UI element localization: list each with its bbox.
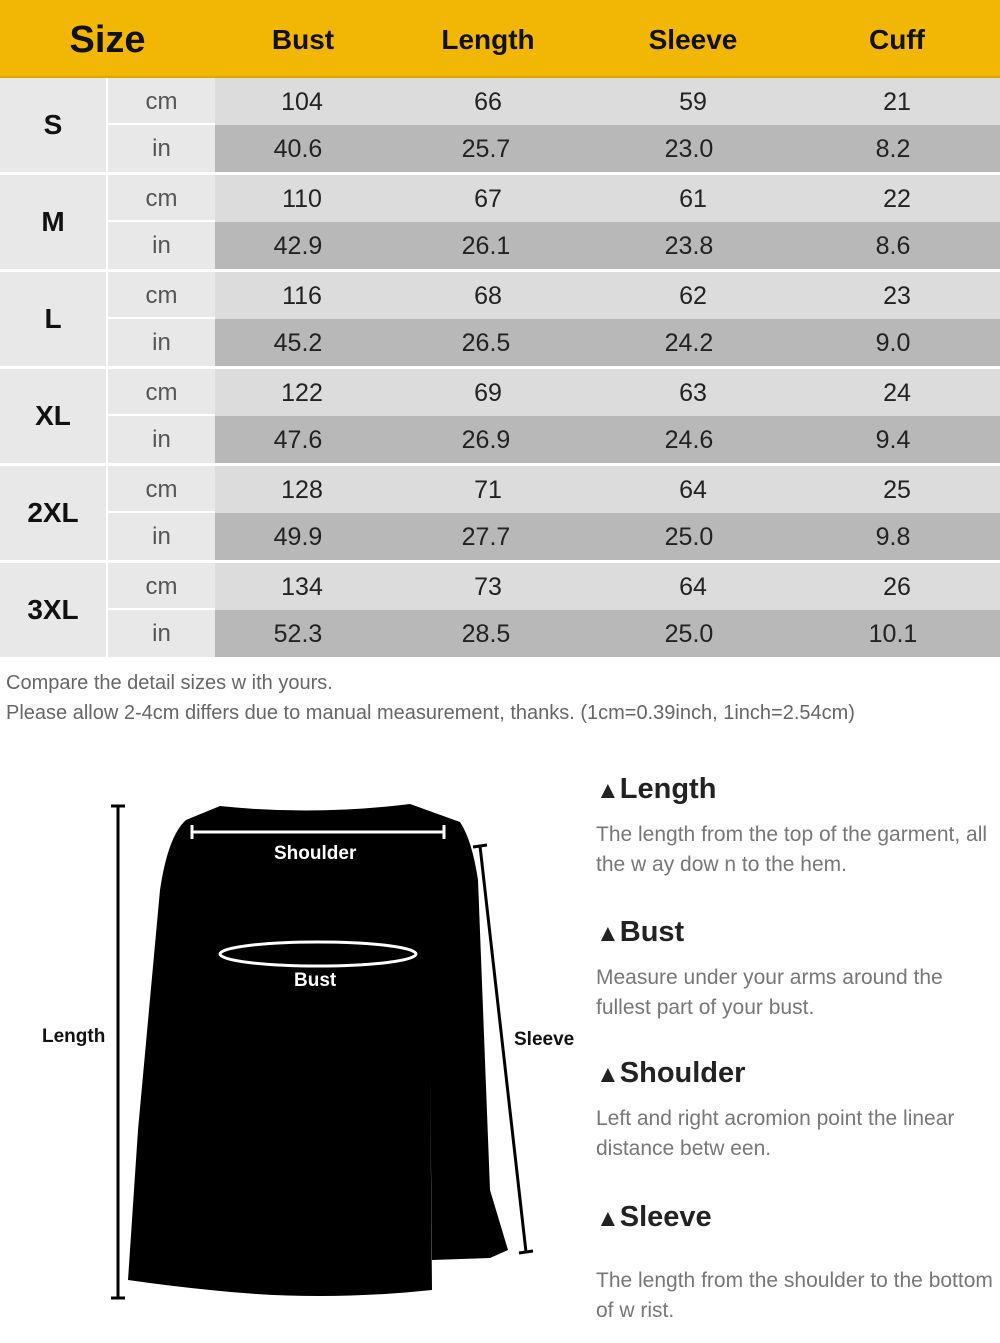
size-group-l <box>0 272 1000 366</box>
length-label: Length <box>42 1026 106 1047</box>
size-label: L <box>0 272 108 366</box>
sleeve-cm: 61 <box>679 185 707 213</box>
desc-text: The length from the shoulder to the bottom of w rist. <box>596 1269 993 1322</box>
bust-cm: 104 <box>281 88 323 116</box>
measurement-notes <box>6 668 855 728</box>
cuff-in: 9.8 <box>875 523 911 551</box>
unit-in: in <box>108 416 215 463</box>
desc-title: Sleeve <box>619 1201 712 1233</box>
size-group-xl <box>0 369 1000 463</box>
table-row-in <box>215 513 1000 560</box>
bust-cm: 128 <box>281 476 323 504</box>
bust-in: 40.6 <box>273 135 323 163</box>
desc-title: Bust <box>619 916 685 948</box>
unit-cm: cm <box>108 78 215 125</box>
desc-title: Shoulder <box>619 1057 746 1089</box>
length-in: 28.5 <box>461 620 511 648</box>
unit-in: in <box>108 513 215 560</box>
desc-shoulder <box>596 1057 996 1164</box>
cuff-in: 9.4 <box>875 426 911 454</box>
desc-text: The length from the top of the garment, all the w ay dow n to the hem. <box>596 823 988 876</box>
bust-in: 52.3 <box>273 620 323 648</box>
sleeve-label: Sleeve <box>514 1029 575 1050</box>
table-row-in <box>215 222 1000 269</box>
shoulder-label: Shoulder <box>274 843 357 864</box>
bust-in: 42.9 <box>273 232 323 260</box>
header-size: Size <box>69 19 146 61</box>
bust-cm: 134 <box>281 573 323 601</box>
sleeve-tick-top <box>473 845 487 847</box>
cuff-cm: 26 <box>883 573 911 601</box>
cuff-cm: 23 <box>883 282 911 310</box>
cuff-cm: 25 <box>883 476 911 504</box>
table-row-cm <box>215 369 1000 416</box>
sleeve-tick-bottom <box>519 1251 533 1253</box>
header-sleeve: Sleeve <box>648 24 738 55</box>
table-row-cm <box>215 175 1000 222</box>
size-group-s <box>0 78 1000 172</box>
cuff-in: 10.1 <box>868 620 918 648</box>
bust-in: 49.9 <box>273 523 323 551</box>
sleeve-in: 24.6 <box>664 426 714 454</box>
sleeve-cm: 62 <box>679 282 707 310</box>
table-row-cm <box>215 272 1000 319</box>
cuff-in: 8.2 <box>875 135 911 163</box>
sleeve-cm: 63 <box>679 379 707 407</box>
bust-cm: 116 <box>282 282 322 310</box>
triangle-icon: ▲ <box>596 1061 620 1088</box>
desc-bust <box>596 916 996 1023</box>
sleeve-cm: 64 <box>679 573 707 601</box>
unit-cm: cm <box>108 272 215 319</box>
bust-in: 47.6 <box>273 426 323 454</box>
desc-title: Length <box>619 773 717 805</box>
bust-cm: 122 <box>281 379 323 407</box>
length-in: 26.1 <box>461 232 511 260</box>
length-in: 26.9 <box>461 426 511 454</box>
bust-in: 45.2 <box>273 329 323 357</box>
sleeve-cm: 59 <box>679 88 707 116</box>
header-bust: Bust <box>271 24 335 55</box>
unit-in: in <box>108 319 215 366</box>
length-cm: 66 <box>474 88 502 116</box>
cuff-cm: 22 <box>883 185 911 213</box>
table-row-in <box>215 125 1000 172</box>
cuff-cm: 24 <box>883 379 911 407</box>
header-length: Length <box>441 24 535 55</box>
size-label: S <box>0 78 108 172</box>
table-row-in <box>215 610 1000 657</box>
table-row-cm <box>215 78 1000 125</box>
sleeve-in: 23.0 <box>664 135 714 163</box>
header-cuff: Cuff <box>869 24 925 55</box>
size-chart-table <box>0 0 1000 657</box>
unit-cm: cm <box>108 369 215 416</box>
length-cm: 73 <box>474 573 502 601</box>
unit-cm: cm <box>108 466 215 513</box>
length-in: 25.7 <box>461 135 511 163</box>
size-label: M <box>0 175 108 269</box>
bust-cm: 110 <box>282 185 322 213</box>
garment-diagram <box>20 770 590 1330</box>
table-row-cm <box>215 563 1000 610</box>
table-row-in <box>215 416 1000 463</box>
cuff-in: 9.0 <box>875 329 911 357</box>
note-line-1: Compare the detail sizes w ith yours. <box>6 672 333 694</box>
size-label: 2XL <box>0 466 108 560</box>
cuff-cm: 21 <box>883 88 911 116</box>
sleeve-in: 25.0 <box>664 523 714 551</box>
triangle-icon: ▲ <box>596 920 620 947</box>
unit-cm: cm <box>108 175 215 222</box>
sleeve-in: 23.8 <box>664 232 714 260</box>
note-line-2: Please allow 2-4cm differs due to manual measurement, thanks. (1cm=0.39inch, 1inch=2.54cm) <box>6 702 855 724</box>
length-cm: 69 <box>474 379 502 407</box>
size-group-2xl <box>0 466 1000 560</box>
bust-label: Bust <box>294 970 337 991</box>
cuff-in: 8.6 <box>875 232 911 260</box>
size-group-3xl <box>0 563 1000 657</box>
length-cm: 67 <box>474 185 502 213</box>
table-header <box>0 0 1000 78</box>
size-label: 3XL <box>0 563 108 657</box>
length-cm: 71 <box>474 476 502 504</box>
triangle-icon: ▲ <box>596 1205 620 1232</box>
sleeve-cm: 64 <box>679 476 707 504</box>
desc-length <box>596 773 996 880</box>
desc-text: Left and right acromion point the linear distance betw een. <box>596 1107 955 1160</box>
length-cm: 68 <box>474 282 502 310</box>
desc-text: Measure under your arms around the fullest part of your bust. <box>596 966 943 1019</box>
size-label: XL <box>0 369 108 463</box>
table-row-cm <box>215 466 1000 513</box>
unit-in: in <box>108 222 215 269</box>
sleeve-in: 25.0 <box>664 620 714 648</box>
desc-sleeve <box>596 1201 996 1326</box>
triangle-icon: ▲ <box>596 777 620 804</box>
length-in: 26.5 <box>461 329 511 357</box>
sweater-body <box>128 804 508 1296</box>
table-row-in <box>215 319 1000 366</box>
unit-in: in <box>108 125 215 172</box>
unit-in: in <box>108 610 215 657</box>
size-group-m <box>0 175 1000 269</box>
sleeve-in: 24.2 <box>664 329 714 357</box>
length-in: 27.7 <box>461 523 511 551</box>
unit-cm: cm <box>108 563 215 610</box>
